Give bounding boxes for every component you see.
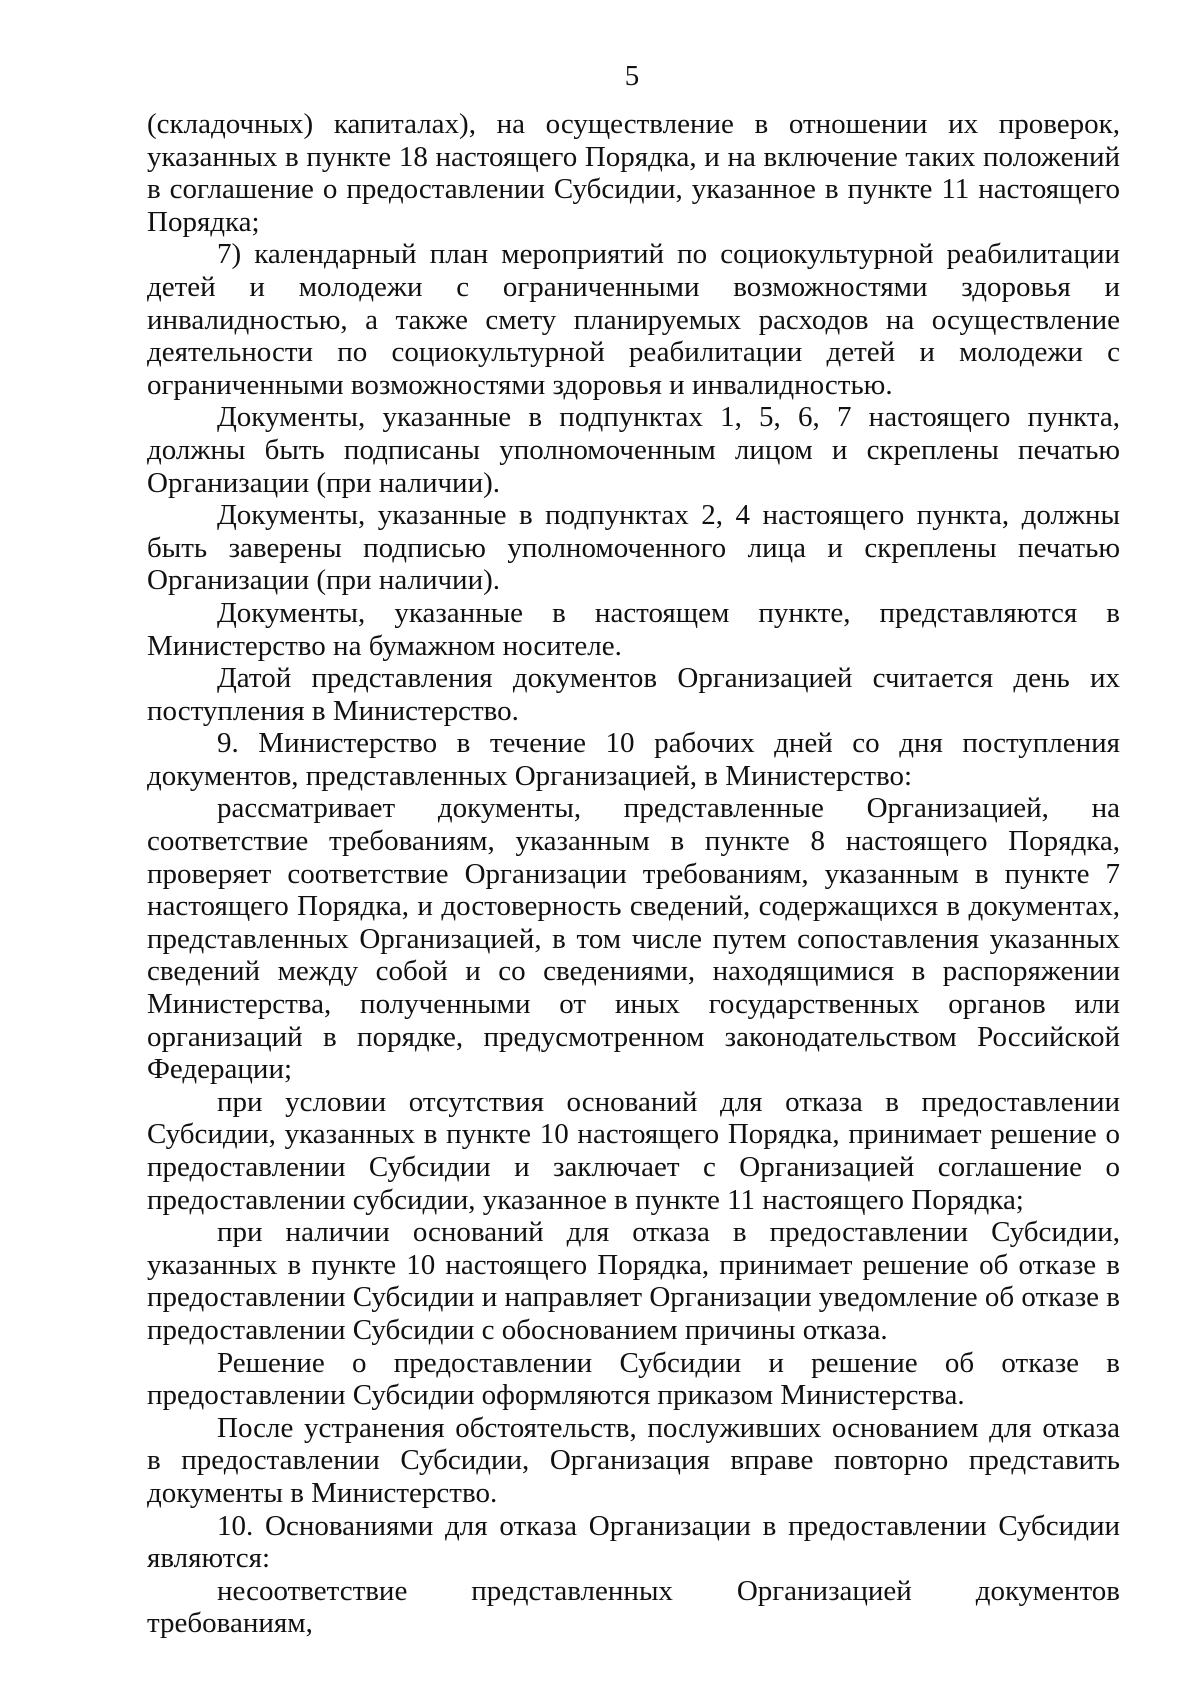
paragraph-10: при наличии оснований для отказа в предоставлении Субсидии, указанных в пункте 10 настоящего Порядка, принимает решение об отказе в предоставлении Субсидии и направляет Организации уведомление об отказе в предоставлении Субсидии с обоснованием причины отказа. [147,1216,1120,1346]
paragraph-1: (складочных) капиталах), на осуществление в отношении их проверок, указанных в пункте 18 настоящего Порядка, и на включение таких положений в соглашение о предоставлении Субсидии, указанное в пункте 11 настоящего Порядка; [147,108,1120,238]
paragraph-5: Документы, указанные в настоящем пункте, представляются в Министерство на бумажном носителе. [147,596,1120,662]
paragraph-11: Решение о предоставлении Субсидии и решение об отказе в предоставлении Субсидии оформляются приказом Министерства. [147,1346,1120,1412]
paragraph-14: несоответствие представленных Организацией документов требованиям, [147,1574,1120,1640]
paragraph-8: рассматривает документы, представленные Организацией, на соответствие требованиям, указанным в пункте 8 настоящего Порядка, проверяет соответствие Организации требованиям, указанным в пункте 7 настоящего Порядка, и достоверность сведений, содержащихся в документах, представленных Организацией, в том числе путем сопоставления указанных сведений между собой и со сведениями, находящимися в распоряжении Министерства, полученными от иных государственных органов или организаций в порядке, предусмотренном законодательством Российской Федерации; [147,792,1120,1086]
paragraph-13: 10. Основаниями для отказа Организации в предоставлении Субсидии являются: [147,1509,1120,1575]
paragraph-4: Документы, указанные в подпунктах 2, 4 настоящего пункта, должны быть заверены подписью уполномоченного лица и скреплены печатью Организации (при наличии). [147,499,1120,597]
paragraph-7: 9. Министерство в течение 10 рабочих дней со дня поступления документов, представленных Организацией, в Министерство: [147,727,1120,792]
paragraph-9: при условии отсутствия оснований для отказа в предоставлении Субсидии, указанных в пункте 10 настоящего Порядка, принимает решение о предоставлении Субсидии и заключает с Организацией соглашение о предоставлении субсидии, указанное в пункте 11 настоящего Порядка; [147,1085,1120,1216]
paragraph-3: Документы, указанные в подпунктах 1, 5, 6, 7 настоящего пункта, должны быть подписаны уполномоченным лицом и скреплены печатью Организации (при наличии). [147,401,1120,499]
document-body [147,108,1120,1640]
page-number: 5 [624,60,640,92]
paragraph-6: Датой представления документов Организацией считается день их поступления в Министерство. [147,662,1120,727]
paragraph-12: После устранения обстоятельств, послуживших основанием для отказа в предоставлении Субсидии, Организация вправе повторно представить документы в Министерство. [147,1411,1120,1509]
paragraph-2: 7) календарный план мероприятий по социокультурной реабилитации детей и молодежи с ограниченными возможностями здоровья и инвалидностью, а также смету планируемых расходов на осуществление деятельности по социокультурной реабилитации детей и молодежи с ограниченными возможностями здоровья и инвалидностью. [147,238,1120,401]
